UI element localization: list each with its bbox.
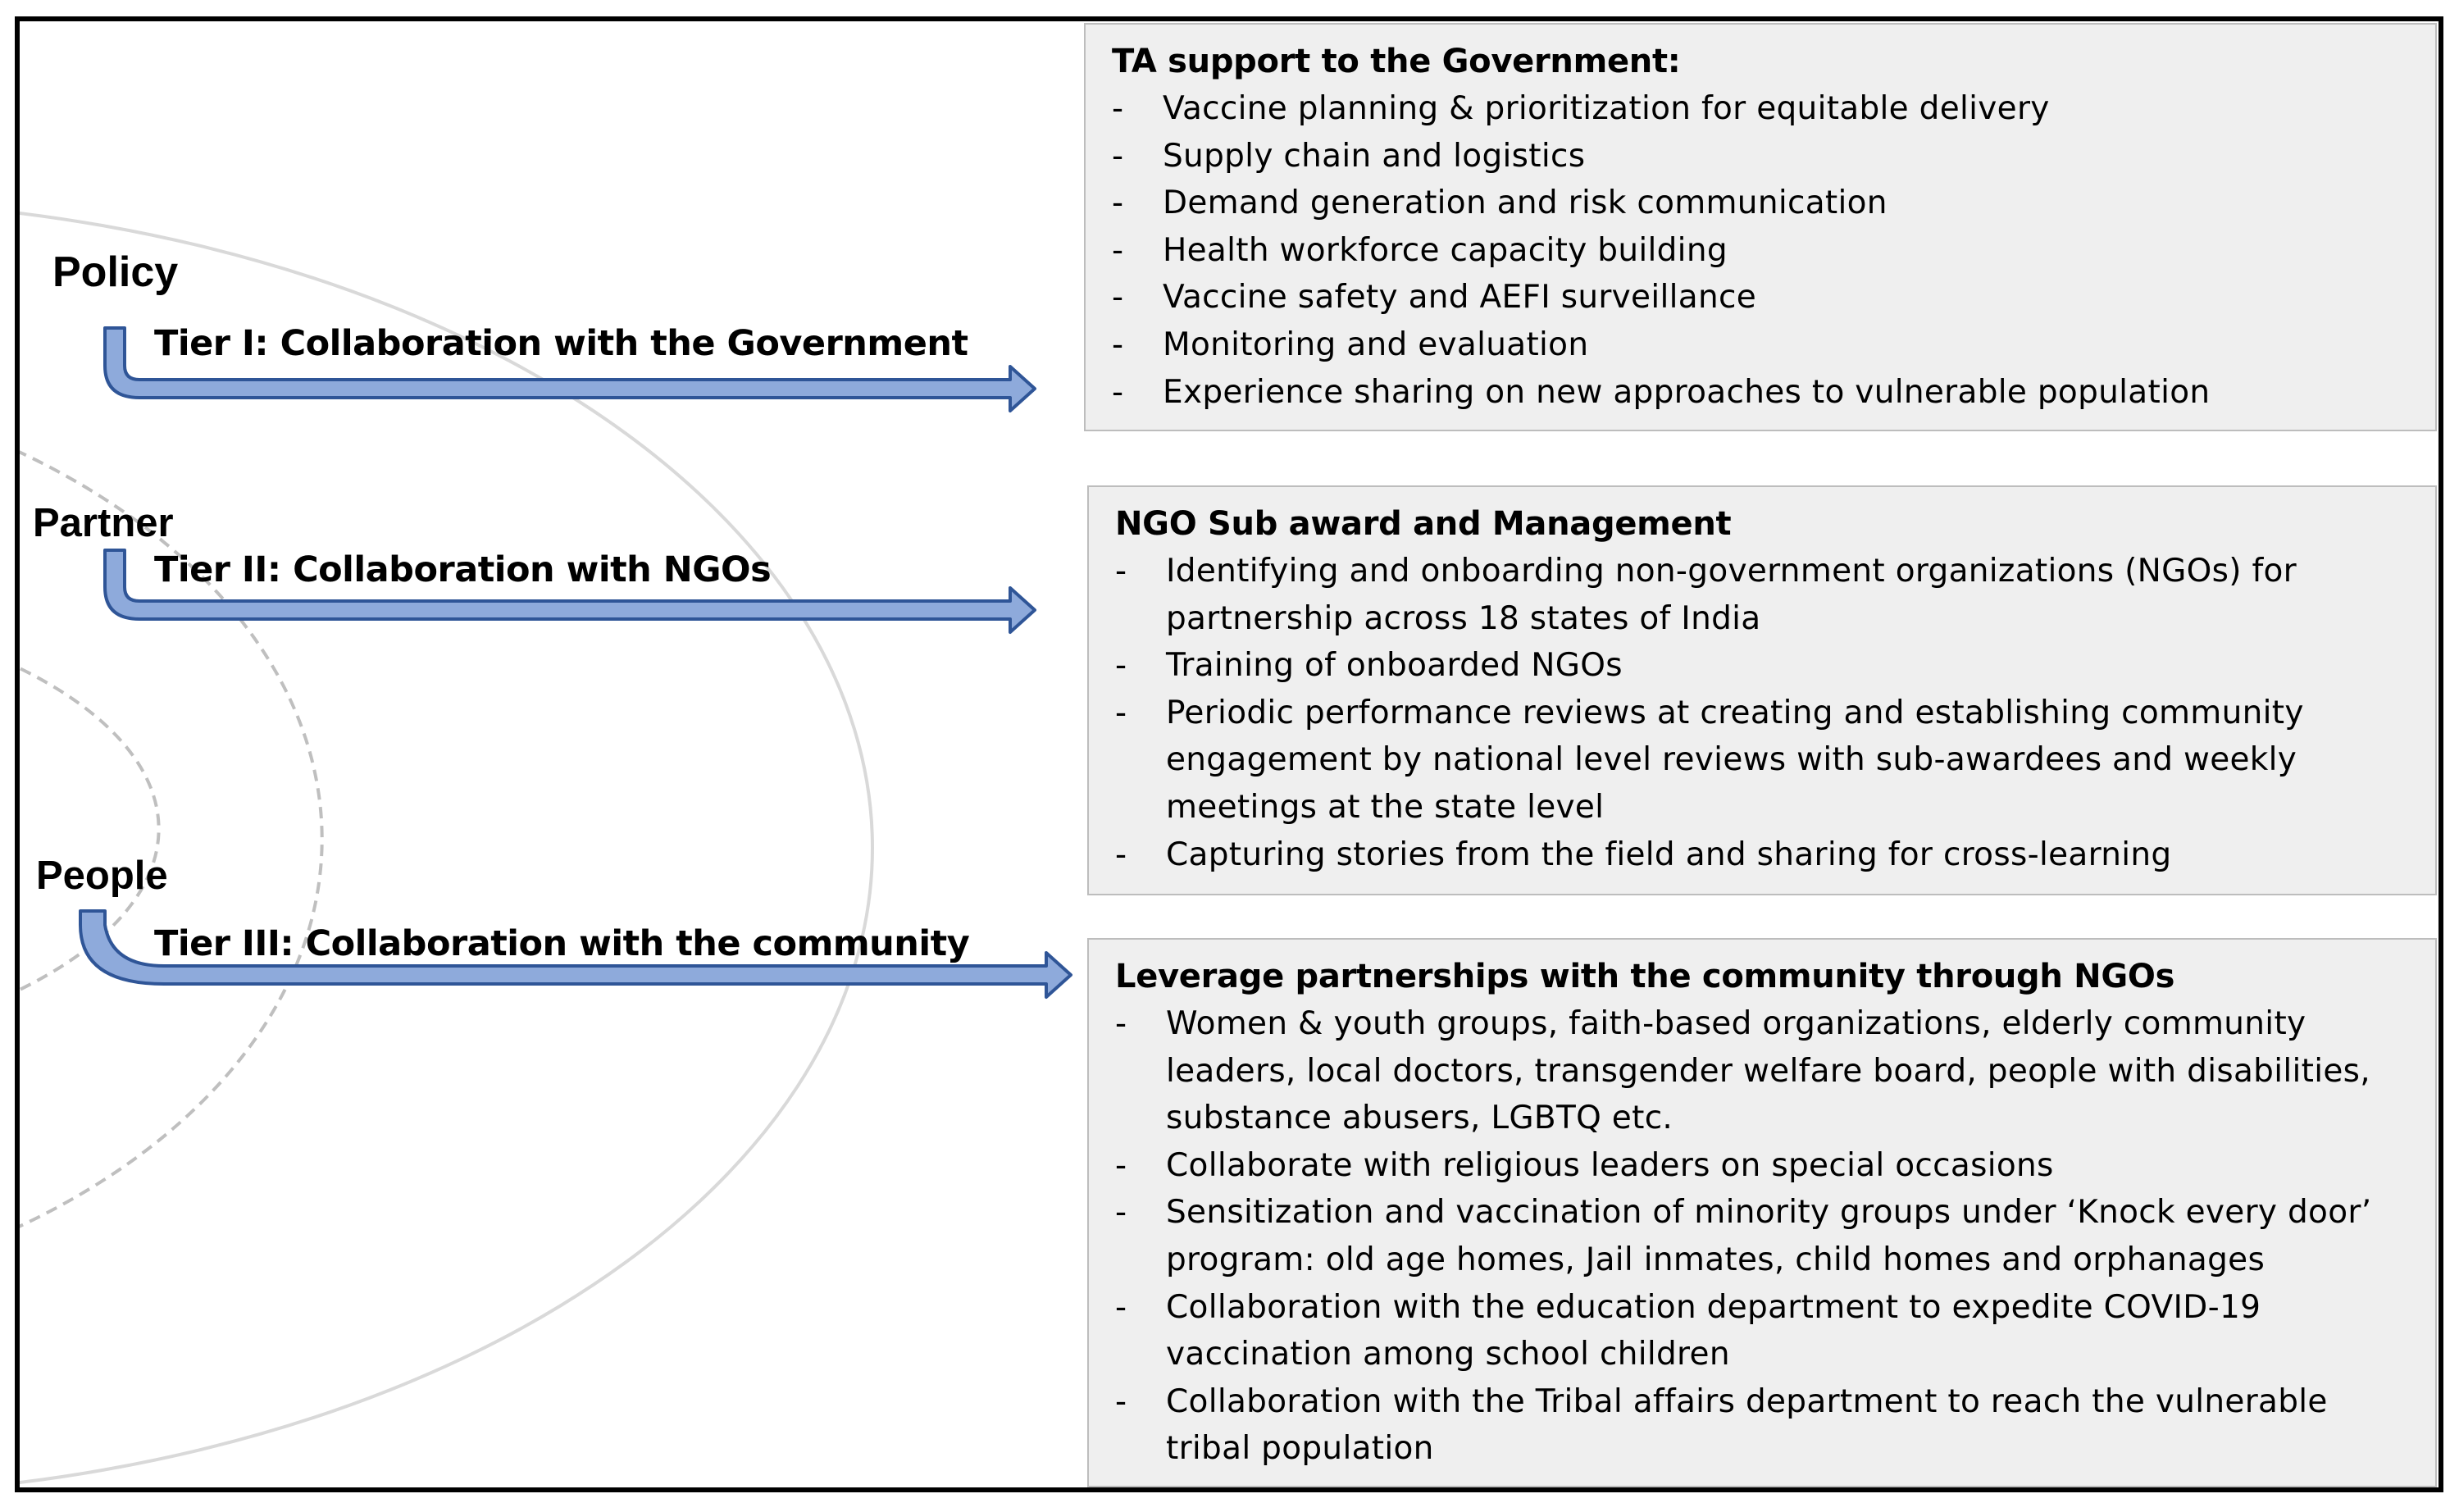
list-item: - Monitoring and evaluation [1112,321,2414,369]
list-item: - Experience sharing on new approaches to vulnerable population [1112,369,2414,417]
list-item: - Supply chain and logistics [1112,133,2414,180]
inner-ring-people [20,608,159,1050]
people-label: People [36,854,168,898]
list-item: - Collaborate with religious leaders on special occasions [1115,1142,2414,1190]
ngo-box-title: NGO Sub award and Management [1115,505,1732,543]
community-items-list [1115,1000,2414,1473]
list-item: - Sensitization and vaccination of minority groups under ‘Knock every door’ program: old age homes, Jail inmates, child homes and orphanages [1115,1189,2414,1283]
ngo-management-box [1087,485,2437,895]
ngo-items-list [1115,548,2414,878]
tier2-label: Tier II: Collaboration with NGOs [154,549,772,590]
list-item: - Demand generation and risk communication [1112,180,2414,227]
tier1-label: Tier I: Collaboration with the Government [154,323,968,364]
community-partnership-box [1087,938,2437,1487]
list-item: - Capturing stories from the field and sharing for cross-learning [1115,831,2414,879]
list-item: - Identifying and onboarding non-government organizations (NGOs) for partnership across 18 states of India [1115,548,2414,642]
list-item: - Training of onboarded NGOs [1115,642,2414,690]
list-item: - Collaboration with the Tribal affairs department to reach the vulnerable tribal population [1115,1378,2414,1473]
partner-label: Partner [33,501,174,545]
community-box-title: Leverage partnerships with the community through NGOs [1115,958,2175,995]
government-items-list [1112,85,2414,416]
list-item: - Vaccine planning & prioritization for equitable delivery [1112,85,2414,133]
government-box-title: TA support to the Government: [1112,43,1681,80]
list-item: - Women & youth groups, faith-based organizations, elderly community leaders, local doctors, transgender welfare board, people with disabilities, substance abusers, LGBTQ etc. [1115,1000,2414,1142]
government-support-box [1084,23,2437,431]
tier3-label: Tier III: Collaboration with the community [154,923,970,964]
policy-label: Policy [52,248,179,296]
diagram-frame [15,16,2443,1492]
list-item: - Vaccine safety and AEFI surveillance [1112,274,2414,321]
list-item: - Periodic performance reviews at creating and establishing community engagement by national level reviews with sub-awardees and weekly meetings at the state level [1115,690,2414,831]
list-item: - Collaboration with the education department to expedite COVID-19 vaccination among school children [1115,1284,2414,1378]
list-item: - Health workforce capacity building [1112,227,2414,275]
